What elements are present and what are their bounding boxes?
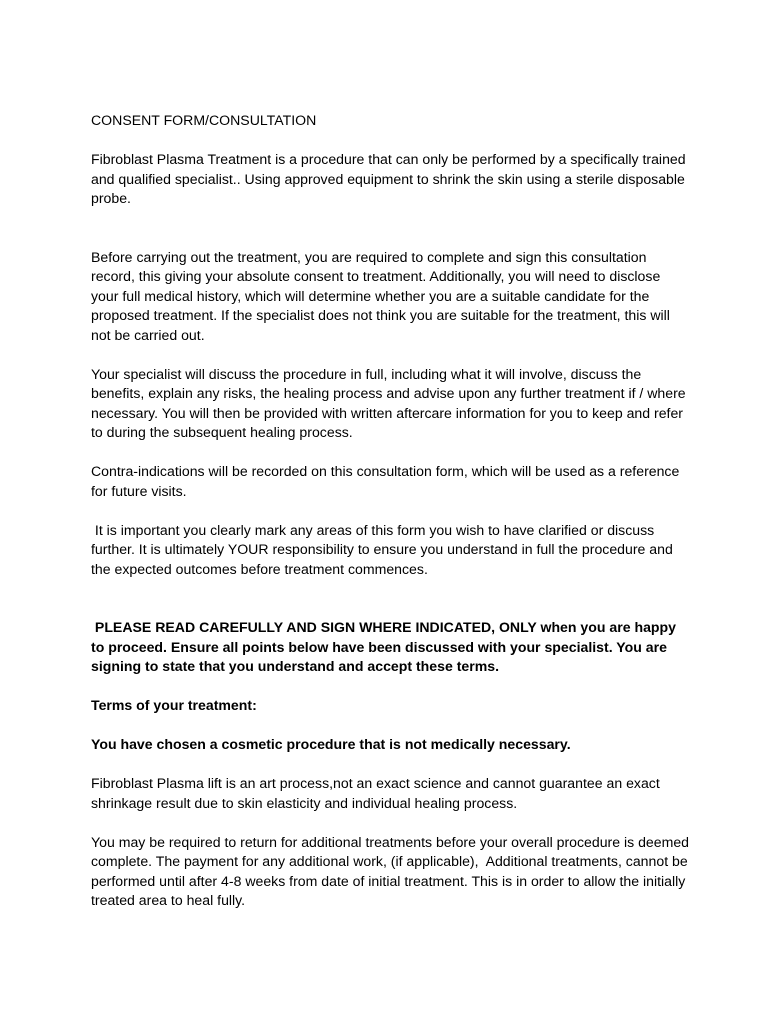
cosmetic-statement: You have chosen a cosmetic procedure that is not medically necessary.	[91, 736, 571, 752]
discussion-paragraph: Your specialist will discuss the procedure in full, including what it will involve, discuss the benefits, explain any risks, the healing process and advise upon any further treatment if / where necessary. You will then be provided with written aftercare information for you to keep and refer to during the subsequent healing process.	[91, 365, 686, 440]
document-page	[91, 111, 691, 911]
document-title: CONSENT FORM/CONSULTATION	[91, 112, 317, 128]
intro-paragraph: Fibroblast Plasma Treatment is a procedure that can only be performed by a specifically trained and qualified specialist.. Using approved equipment to shrink the skin using a sterile disposable probe.	[91, 151, 686, 206]
consent-paragraph: Before carrying out the treatment, you are required to complete and sign this consultation record, this giving your absolute consent to treatment. Additionally, you will need to disclose your full medical history, which will determine whether you are a suitable candidate for the proposed treatment. If the specialist does not think you are suitable for the treatment, this will not be carried out.	[91, 248, 670, 343]
art-process-paragraph: Fibroblast Plasma lift is an art process,not an exact science and cannot guarantee an exact shrinkage result due to skin elasticity and individual healing process.	[91, 775, 660, 811]
contra-indications-paragraph: Contra-indications will be recorded on this consultation form, which will be used as a reference for future visits.	[91, 463, 680, 499]
additional-treatments-paragraph: You may be required to return for additional treatments before your overall procedure is deemed complete. The payment for any additional work, (if applicable), Additional treatments, cannot be performed until after 4-8 weeks from date of initial treatment. This is in order to allow the initially treated area to heal fully.	[91, 833, 693, 908]
important-paragraph: It is important you clearly mark any areas of this form you wish to have clarified or discuss further. It is ultimately YOUR responsibility to ensure you understand in full the procedure and the expected outcomes before treatment commences.	[91, 521, 677, 577]
read-carefully-notice: PLEASE READ CAREFULLY AND SIGN WHERE INDICATED, ONLY when you are happy to proceed. Ensure all points below have been discussed with your specialist. You are signing to state that you understand and accept these terms.	[91, 619, 680, 674]
terms-heading: Terms of your treatment:	[91, 697, 257, 713]
